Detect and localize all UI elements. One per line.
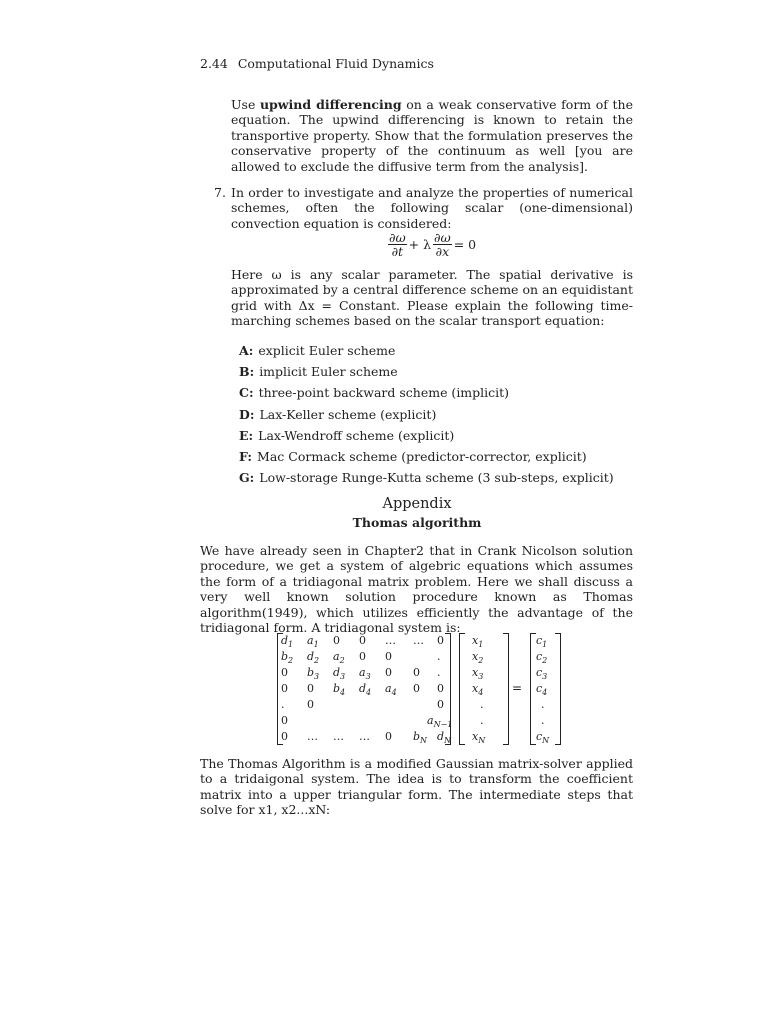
scheme-item	[239, 467, 639, 488]
c-vector-entry: $c_4$	[536, 682, 548, 698]
matrix-entry: $a_2$	[333, 650, 345, 666]
matrix-entry: 0	[385, 650, 392, 663]
scheme-text: Mac Cormack scheme (predictor-corrector, explicit)	[257, 448, 587, 464]
c-vector-entry: .	[541, 698, 545, 711]
x-vector-entry: $x_N$	[472, 730, 486, 746]
scheme-letter: C:	[239, 385, 254, 401]
matrix-entry: …	[307, 730, 318, 743]
matrix-entry: $b_3$	[307, 666, 320, 682]
x-vector-entry: .	[480, 714, 484, 727]
frac1-numerator: ∂ω	[389, 230, 406, 245]
matrix-entry: 0	[281, 714, 288, 727]
matrix-entry: 0	[281, 682, 288, 695]
paragraph-scalar	[231, 267, 633, 329]
matrix-entry: $a_4$	[385, 682, 397, 698]
matrix-entry: 0	[307, 698, 314, 711]
convection-equation	[388, 231, 508, 261]
matrix-entry: …	[385, 634, 396, 647]
x-vector-left-bracket	[459, 633, 465, 745]
para4-text: The Thomas Algorithm is a modified Gaussian matrix-solver applied to a tridaigonal system. The idea is to transform the coefficient matrix into a upper triangular form. The intermediate steps that solve for x1, x2...xN:	[200, 756, 633, 818]
x-vector-entry: $x_2$	[472, 650, 484, 666]
item7-paragraph: In order to investigate and analyze the properties of numerical schemes, often the following scalar (one-dimensional) convection equation is considered:	[231, 185, 633, 231]
matrix-entry: $b_2$	[281, 650, 294, 666]
scheme-text: implicit Euler scheme	[259, 364, 398, 380]
running-header	[200, 56, 434, 71]
para3-text: We have already seen in Chapter2 that in Crank Nicolson solution procedure, we get a system of algebric equations which assumes the form of a tridiagonal matrix problem. Here we shall discuss a very well known solution procedure known as Thomas algorithm(1949), which utilizes efficiently the advantage of the tridiagonal form. A tridiagonal system is:	[200, 543, 633, 636]
tridiagonal-system	[277, 633, 567, 745]
matrix-entry: 0	[281, 666, 288, 679]
matrix-entry: .	[437, 650, 441, 663]
matrix-entry: 0	[437, 634, 444, 647]
c-vector-right-bracket	[555, 633, 561, 745]
matrix-entry: …	[413, 634, 424, 647]
paragraph-thomas-description	[200, 756, 633, 818]
scheme-list	[239, 340, 639, 488]
matrix-entry: …	[333, 730, 344, 743]
matrix-entry: 0	[385, 666, 392, 679]
matrix-entry: $d_N$	[437, 730, 452, 746]
matrix-entry: $d_2$	[307, 650, 320, 666]
scheme-text: Lax-Keller scheme (explicit)	[259, 406, 437, 422]
matrix-entry: $a_{N-1}$	[427, 714, 453, 730]
matrix-entry: 0	[437, 682, 444, 695]
matrix-entry: 0	[437, 698, 444, 711]
frac-dw-dt	[388, 231, 407, 258]
matrix-entry: 0	[385, 730, 392, 743]
scheme-text: Lax-Wendroff scheme (explicit)	[258, 427, 455, 443]
matrix-entry: $d_3$	[333, 666, 346, 682]
matrix-entry: .	[437, 666, 441, 679]
scheme-item	[239, 340, 639, 361]
matrix-entry: $d_4$	[359, 682, 372, 698]
scheme-item	[239, 382, 639, 403]
matrix-entry: $b_4$	[333, 682, 346, 698]
matrix-entry: 0	[359, 650, 366, 663]
x-vector-entry: $x_4$	[472, 682, 484, 698]
x-vector-entry: .	[480, 698, 484, 711]
matrix-entry: 0	[413, 682, 420, 695]
para2-text: Here ω is any scalar parameter. The spatial derivative is approximated by a central difference scheme on an equidistant grid with Δx = Constant. Please explain the following time-marching schemes based on the scalar transport equation:	[231, 267, 633, 329]
scheme-item	[239, 425, 639, 446]
frac2-numerator: ∂ω	[434, 230, 451, 245]
plus-lambda: + λ	[408, 236, 432, 252]
para1-rest: on a weak conservative form of the equation. The upwind differencing is known to retain the transportive property. Show that the formulation preserves the conservative property of the continuum as well [you are allowed to exclude the diffusive term from the analysis].	[231, 97, 633, 174]
frac2-denominator: ∂x	[435, 244, 450, 259]
matrix-entry: …	[359, 730, 370, 743]
item-number: 7.	[214, 185, 226, 200]
running-title: Computational Fluid Dynamics	[237, 56, 434, 71]
scheme-letter: F:	[239, 448, 253, 464]
matrix-entry: 0	[281, 730, 288, 743]
equals-zero: = 0	[453, 236, 477, 252]
appendix-subtitle: Thomas algorithm	[352, 515, 482, 530]
matrix-entry: $b_N$	[413, 730, 428, 746]
item7-text	[231, 185, 633, 231]
matrix-entry: $a_3$	[359, 666, 371, 682]
scheme-letter: E:	[239, 427, 254, 443]
frac-dw-dx	[433, 231, 452, 258]
paragraph-thomas-intro	[200, 543, 633, 635]
para1-bold-term: upwind differencing	[259, 97, 402, 112]
scheme-item	[239, 404, 639, 425]
page-number: 2.44	[200, 56, 228, 71]
paragraph-upwind	[231, 97, 633, 174]
scheme-text: Low-storage Runge-Kutta scheme (3 sub-steps, explicit)	[259, 470, 614, 486]
c-vector-entry: $c_3$	[536, 666, 548, 682]
x-vector-entry: $x_3$	[472, 666, 484, 682]
scheme-item	[239, 361, 639, 382]
matrix-entry: $d_1$	[281, 634, 294, 650]
scheme-letter: G:	[239, 470, 255, 486]
scheme-letter: D:	[239, 406, 255, 422]
matrix-entry: 0	[307, 682, 314, 695]
matrix-entry: .	[281, 698, 285, 711]
c-vector-entry: $c_1$	[536, 634, 548, 650]
x-vector-entry: $x_1$	[472, 634, 484, 650]
frac1-denominator: ∂t	[391, 244, 404, 259]
scheme-text: explicit Euler scheme	[258, 343, 396, 358]
scheme-letter: A:	[239, 343, 254, 358]
x-vector-right-bracket	[503, 633, 509, 745]
matrix-entry: 0	[359, 634, 366, 647]
matrix-equals: =	[512, 681, 523, 695]
scheme-letter: B:	[239, 364, 255, 380]
matrix-entry: 0	[413, 666, 420, 679]
scheme-text: three-point backward scheme (implicit)	[258, 385, 510, 401]
matrix-entry: $a_1$	[307, 634, 319, 650]
scheme-item	[239, 446, 639, 467]
para1-lead: Use	[231, 97, 260, 112]
c-vector-entry: .	[541, 714, 545, 727]
matrix-entry: 0	[333, 634, 340, 647]
c-vector-entry: $c_N$	[536, 730, 550, 746]
c-vector-entry: $c_2$	[536, 650, 548, 666]
appendix-title: Appendix	[382, 496, 452, 512]
